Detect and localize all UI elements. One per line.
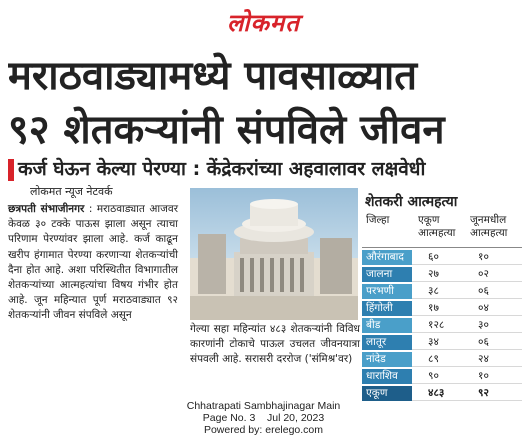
table-row [362,352,522,368]
cell-june: ९२ [468,386,522,402]
table-total-row [362,386,522,402]
subhead-text: कर्ज घेऊन केल्या पेरण्या : केंद्रेकरांच्या अहवालावर लक्षवेधी [18,158,426,180]
suicide-stats-table [362,212,522,401]
cell-district: औरंगाबाद [362,250,412,266]
building-illustration [190,188,358,320]
table-row [362,335,522,351]
photo-caption: गेल्या सहा महिन्यांत ४८३ शेतकऱ्यांनी विविध कारणांनी टोकाचे पाऊल उचलत जीवनयात्रा संपवली आहे. सरासरी दररोज ('संमिश्र'वर) [190,323,360,366]
cell-district: जालना [362,267,412,283]
article-body [8,202,178,324]
table-row [362,301,522,317]
header-total: एकूण आत्महत्या [418,214,456,239]
article-body-text: : मराठवाड्यात आजवर केवळ ३० टक्के पाऊस झाला असून त्याचा परिणाम पेरण्यांवर झाला आहे. कर्ज काढून खरीप हंगामात पेरण्या करणाऱ्या शेतकऱ्यांची दैना होत आहे. अशा परिस्थितीत विभागातील शेतकऱ्यांच्या आत्महत्यांचा विषय गंभीर होत आहे. जून महिन्यात पूर्ण मराठवाड्यात ९२ शेतकऱ्यांनी जीवन संपविले असून [8,203,178,322]
subheadline [8,156,520,182]
table-row [362,318,522,334]
cell-june: ०४ [468,301,522,317]
byline: लोकमत न्यूज नेटवर्क [30,185,113,198]
logo-text: लोकमत [227,8,300,37]
cell-total: १७ [412,301,468,317]
footer-page-date: Page No. 3 Jul 20, 2023 [202,412,325,424]
cell-district: हिंगोली [362,301,412,317]
cell-june: २४ [468,352,522,368]
subhead-accent-bar [8,159,14,181]
dateline: छत्रपती संभाजीनगर [8,203,85,215]
cell-total: ८९ [412,352,468,368]
table-row [362,250,522,266]
cell-june: १० [468,369,522,385]
cell-total: ३४ [412,335,468,351]
cell-june: ०६ [468,335,522,351]
table-row [362,284,522,300]
headline-line-2: ९२ शेतकऱ्यांनी संपविले जीवन [8,107,445,153]
cell-district: धाराशिव [362,369,412,385]
cell-district: परभणी [362,284,412,300]
cell-total: ६० [412,250,468,266]
cell-total: ३८ [412,284,468,300]
header-district: जिल्हा [366,214,390,226]
table-row [362,369,522,385]
cell-total: ४८३ [412,386,468,402]
cell-june: ३० [468,318,522,334]
cell-district: लातूर [362,335,412,351]
footer-edition: Chhatrapati Sambhajinagar Main [186,400,341,412]
cell-june: ०६ [468,284,522,300]
cell-district: बीड [362,318,412,334]
header-june: जूनमधील आत्महत्या [470,214,508,239]
table-row [362,267,522,283]
cell-district: एकूण [362,386,412,402]
headline-line-1: मराठवाड्यामध्ये पावसाळ्यात [8,53,418,99]
cell-total: २७ [412,267,468,283]
cell-total: १२८ [412,318,468,334]
table-header-row [362,212,522,248]
cell-district: नांदेड [362,352,412,368]
cell-total: ९० [412,369,468,385]
table-title: शेतकरी आत्महत्या [365,194,458,210]
vidhan-bhavan-photo [190,188,358,320]
masthead-logo [0,6,527,40]
footer-powered-by: Powered by: erelego.com [203,424,324,436]
cell-june: १० [468,250,522,266]
cell-june: ०२ [468,267,522,283]
